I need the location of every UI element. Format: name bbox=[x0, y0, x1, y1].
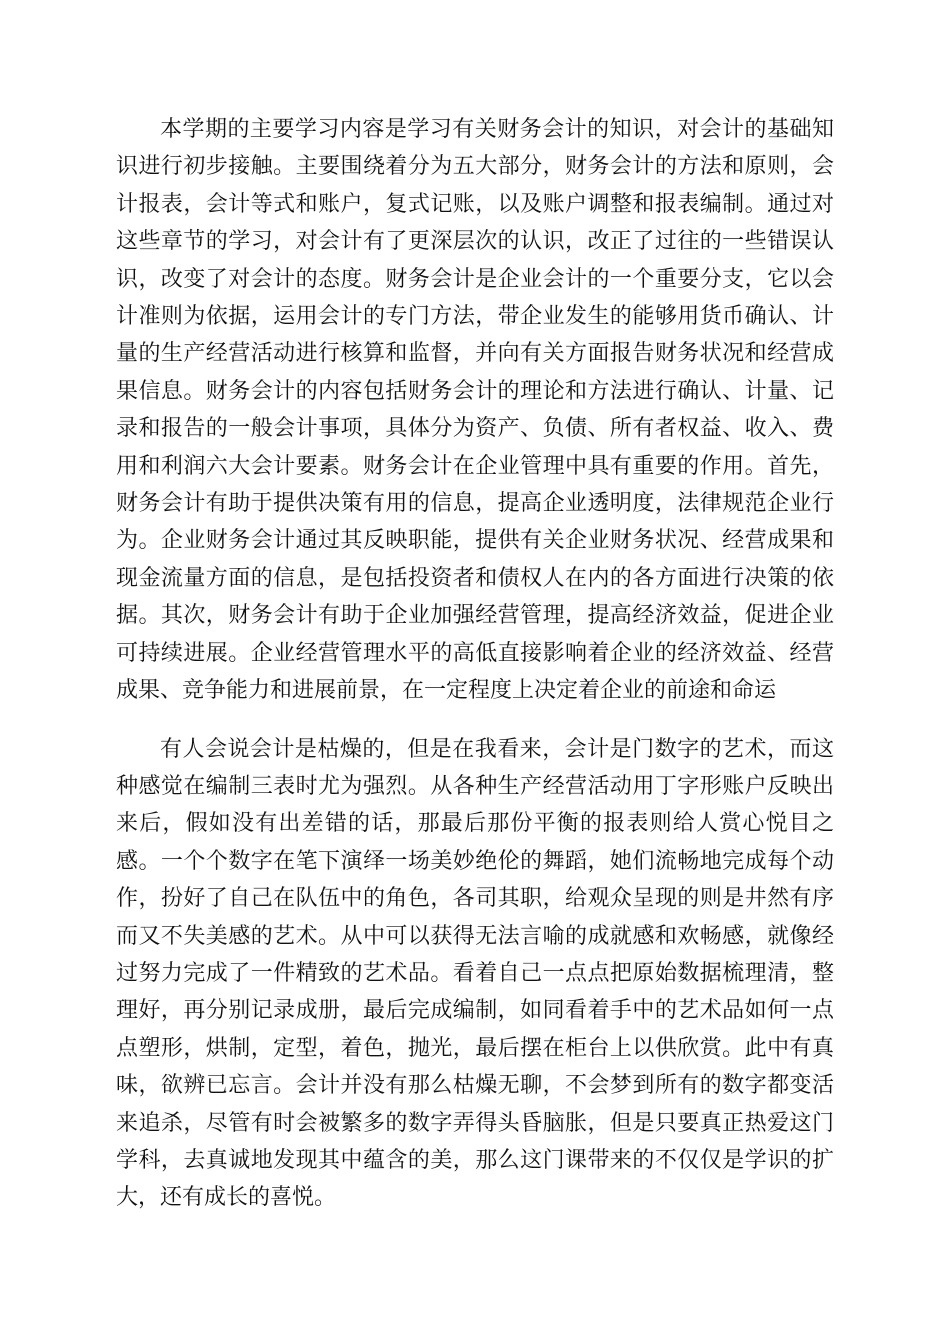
document-body bbox=[116, 111, 834, 1217]
paragraph-course-summary: 本学期的主要学习内容是学习有关财务会计的知识，对会计的基础知识进行初步接触。主要围绕着分为五大部分，财务会计的方法和原则，会计报表，会计等式和账户，复式记账，以及账户调整和报表编制。通过对这些章节的学习，对会计有了更深层次的认识，改正了过往的一些错误认识，改变了对会计的态度。财务会计是企业会计的一个重要分支，它以会计准则为依据，运用会计的专门方法，带企业发生的能够用货币确认、计量的生产经营活动进行核算和监督，并向有关方面报告财务状况和经营成果信息。财务会计的内容包括财务会计的理论和方法进行确认、计量、记录和报告的一般会计事项，具体分为资产、负债、所有者权益、收入、费用和利润六大会计要素。财务会计在企业管理中具有重要的作用。首先，财务会计有助于提供决策有用的信息，提高企业透明度，法律规范企业行为。企业财务会计通过其反映职能，提供有关企业财务状况、经营成果和现金流量方面的信息，是包括投资者和债权人在内的各方面进行决策的依据。其次，财务会计有助于企业加强经营管理，提高经济效益，促进企业可持续进展。企业经营管理水平的高低直接影响着企业的经济效益、经营成果、竞争能力和进展前景，在一定程度上决定着企业的前途和命运 bbox=[116, 117, 834, 704]
paragraph-personal-reflection: 有人会说会计是枯燥的，但是在我看来，会计是门数字的艺术，而这种感觉在编制三表时尤为强烈。从各种生产经营活动用丁字形账户反映出来后，假如没有出差错的话，那最后那份平衡的报表则给人赏心悦目之感。一个个数字在笔下演绎一场美妙绝伦的舞蹈，她们流畅地完成每个动作，扮好了自己在队伍中的角色，各司其职，给观众呈现的则是井然有序而又不失美感的艺术。从中可以获得无法言喻的成就感和欢畅感，就像经过努力完成了一件精致的艺术品。看着自己一点点把原始数据梳理清，整理好，再分别记录成册，最后完成编制，如同看着手中的艺术品如何一点点塑形，烘制，定型，着色，抛光，最后摆在柜台上以供欣赏。此中有真味，欲辨已忘言。会计并没有那么枯燥无聊，不会梦到所有的数字都变活来追杀，尽管有时会被繁多的数字弄得头昏脑胀，但是只要真正热爱这门学科，去真诚地发现其中蕴含的美，那么这门课带来的不仅仅是学识的扩大，还有成长的喜悦。 bbox=[116, 736, 834, 1211]
